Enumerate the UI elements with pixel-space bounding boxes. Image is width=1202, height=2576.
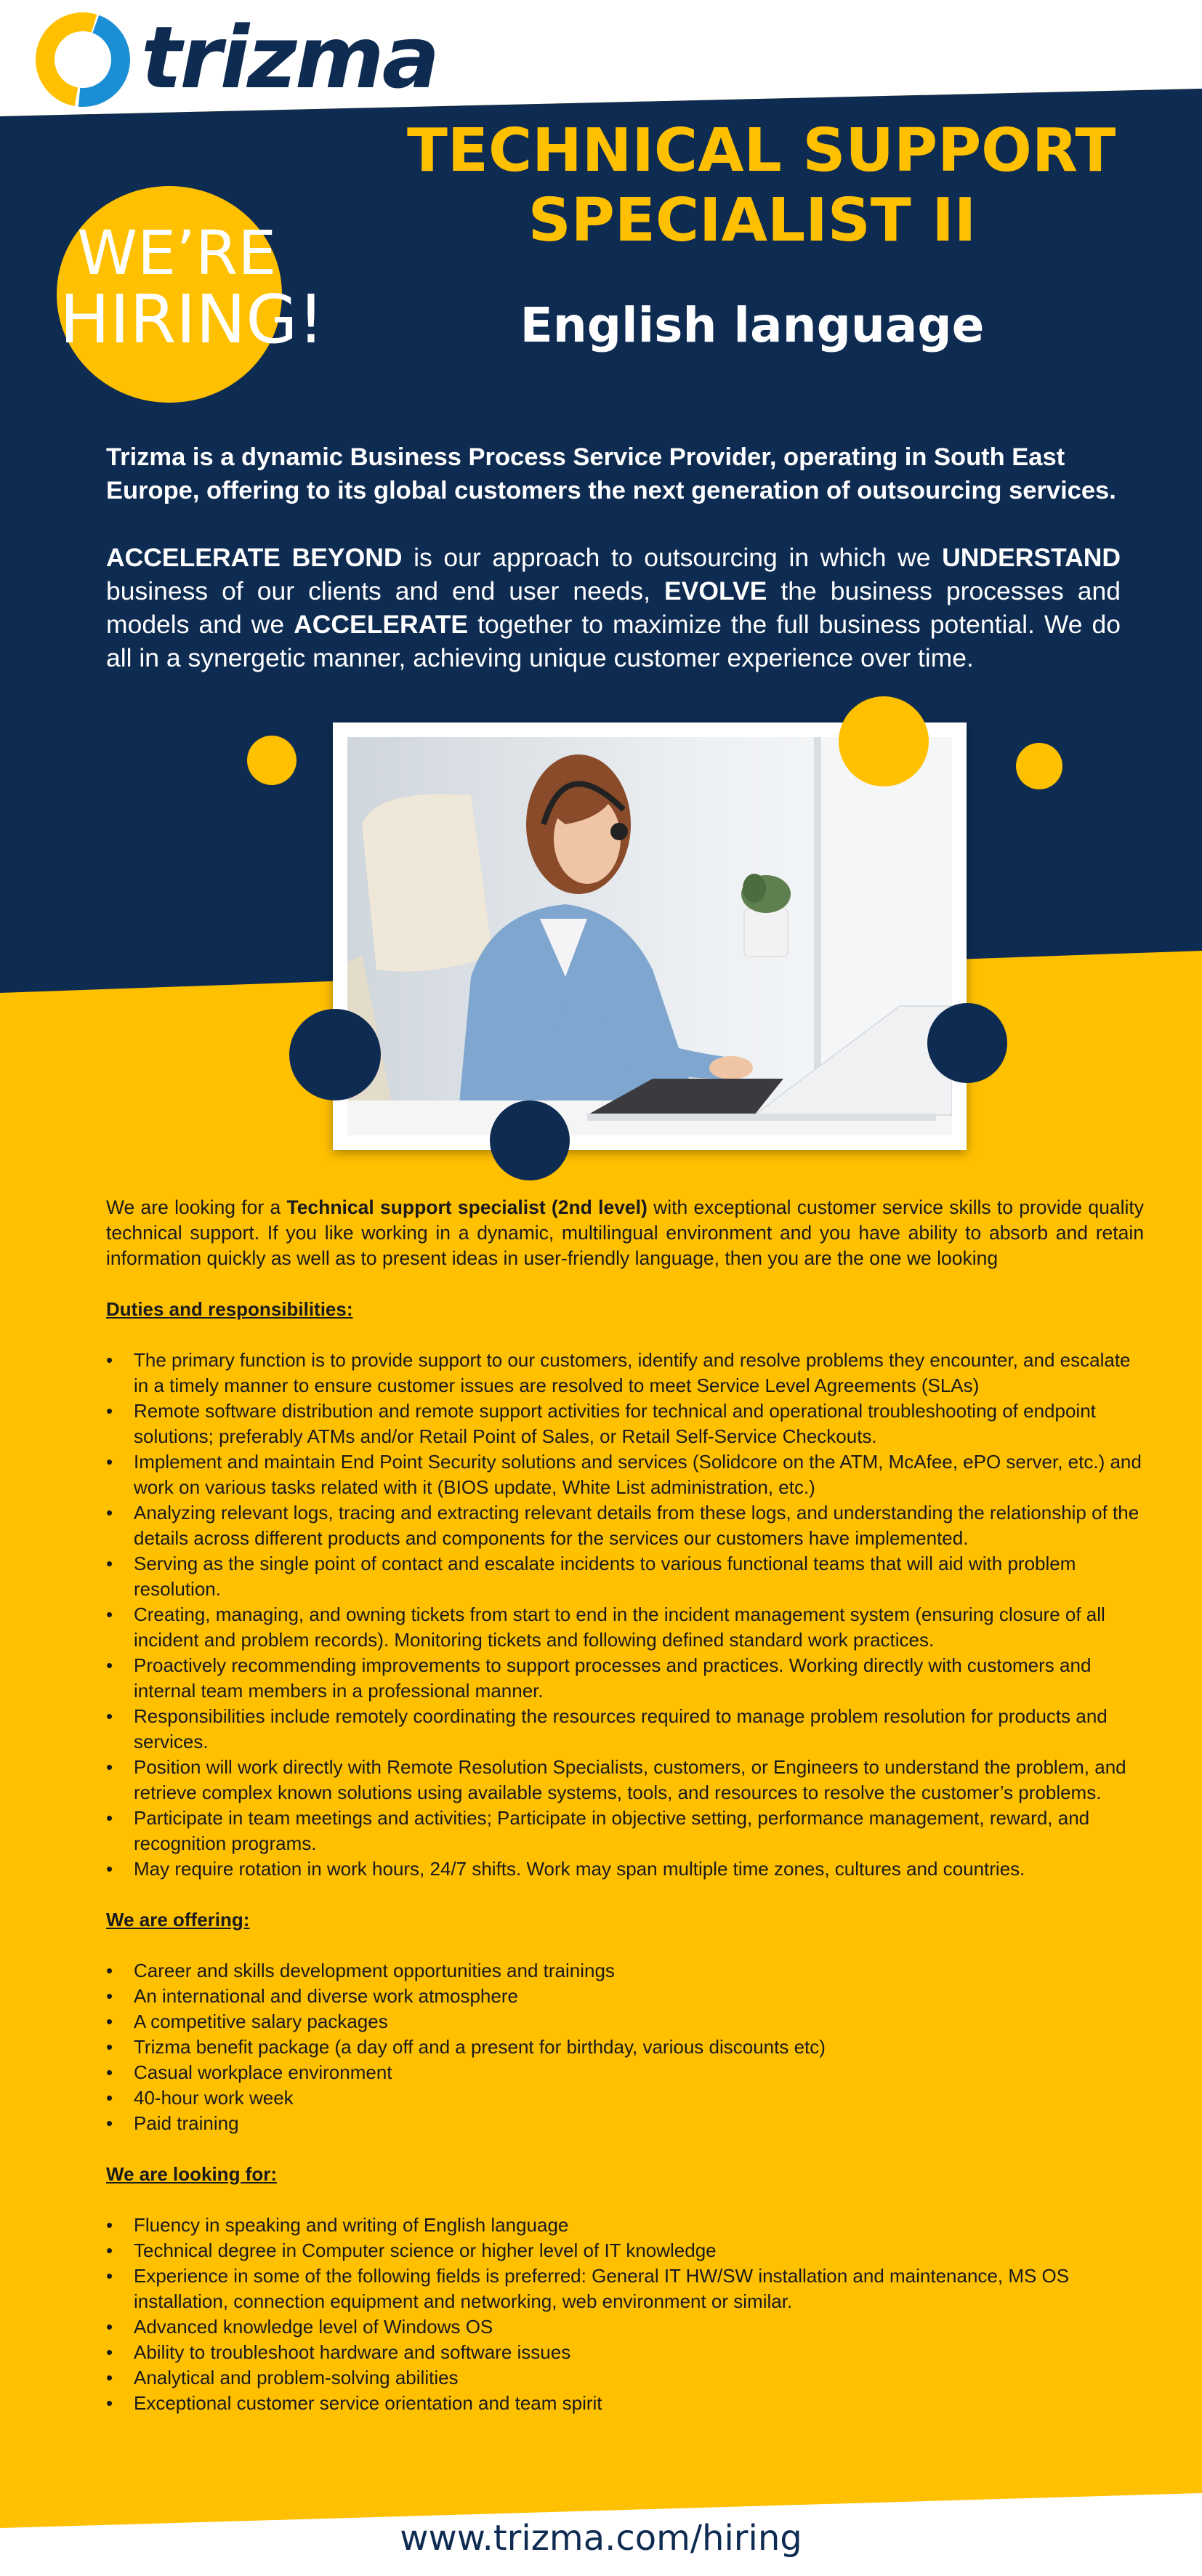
- requirement-item: • Technical degree in Computer science or higher level of IT knowledge: [106, 2238, 1144, 2263]
- intro-text-4: together to maximize the full business potential. We do all in a synergetic manner, achieving unique customer experience over time.: [106, 610, 1121, 672]
- lead-text-2: with exceptional customer service skills to provide quality technical support. If you like working in a dynamic, multilingual environment and you have ability to absorb and retain information quickly as well as to present ideas in user-friendly language, then you are the one we looking: [106, 1196, 1144, 1269]
- requirement-item: • Exceptional customer service orientation and team spirit: [106, 2391, 1144, 2416]
- hiring-badge-line2: HIRING!: [60, 281, 325, 358]
- intro-paragraph-1: Trizma is a dynamic Business Process Service Provider, operating in South East Europe, offering to its global customers the next generation of outsourcing services.: [106, 443, 1116, 504]
- requirements-heading: We are looking for:: [106, 2163, 277, 2185]
- lead-bold-role: Technical support specialist (2nd level): [286, 1196, 648, 1218]
- decorative-yellow-dot-left: [247, 736, 297, 785]
- job-title-line1: TECHNICAL SUPPORT: [407, 116, 1116, 185]
- company-intro: [106, 440, 1121, 675]
- intro-bold-accelerate: ACCELERATE: [294, 610, 469, 639]
- intro-bold-understand: UNDERSTAND: [942, 543, 1121, 572]
- job-description: [106, 1195, 1144, 2416]
- offering-item: • Casual workplace environment: [106, 2060, 1144, 2085]
- duty-item: • Responsibilities include remotely coordinating the resources required to manage problem resolution for products and services.: [106, 1704, 1144, 1755]
- decorative-navy-dot-right: [927, 1003, 1007, 1083]
- decorative-yellow-dot-top: [839, 696, 929, 786]
- duties-list: [106, 1348, 1144, 1882]
- offering-item: • 40-hour work week: [106, 2085, 1144, 2111]
- requirement-item: • Experience in some of the following fields is preferred: General IT HW/SW installation and maintenance, MS OS installation, connection equipment and networking, web environment or similar.: [106, 2263, 1144, 2314]
- duty-item: • Proactively recommending improvements to support processes and practices. Working directly with customers and internal team members in a professional manner.: [106, 1653, 1144, 1704]
- offering-item: • A competitive salary packages: [106, 2009, 1144, 2034]
- hiring-badge: [57, 186, 325, 403]
- offering-list: [106, 1958, 1144, 2136]
- duty-item: • Participate in team meetings and activities; Participate in objective setting, performance management, reward, and recognition programs.: [106, 1806, 1144, 1856]
- requirements-list: [106, 2213, 1144, 2416]
- office-scene-illustration: [347, 737, 952, 1135]
- intro-text-1: is our approach to outsourcing in which we: [402, 543, 943, 572]
- duty-item: • Position will work directly with Remote Resolution Specialists, customers, or Engineers to understand the problem, and retrieve complex known solutions using available systems, tools, and resources to resolve the customer’s problems.: [106, 1755, 1144, 1806]
- job-title: [407, 116, 1116, 256]
- duty-item: • Remote software distribution and remote support activities for technical and operational troubleshooting of endpoint solutions; preferably ATMs and/or Retail Point of Sales, or Retail Self-Service Checkouts.: [106, 1398, 1144, 1449]
- offering-item: • Paid training: [106, 2111, 1144, 2136]
- trizma-swirl-logo-icon: [32, 9, 134, 110]
- duty-item: • Analyzing relevant logs, tracing and extracting relevant details from these logs, and understanding the relationship of the details across different products and components for the services our customers have implemented.: [106, 1500, 1144, 1551]
- decorative-yellow-dot-right: [1016, 743, 1062, 789]
- intro-bold-accelerate-beyond: ACCELERATE BEYOND: [106, 543, 403, 572]
- requirement-item: • Analytical and problem-solving abilities: [106, 2365, 1144, 2391]
- duty-item: • Serving as the single point of contact and escalate incidents to various functional teams that will aid with problem resolution.: [106, 1551, 1144, 1602]
- duty-item: • Creating, managing, and owning tickets from start to end in the incident management system (ensuring closure of all incident and problem records). Monitoring tickets and following defined standard work practices.: [106, 1602, 1144, 1653]
- offering-item: • An international and diverse work atmosphere: [106, 1984, 1144, 2009]
- trizma-logo[interactable]: [32, 7, 438, 110]
- job-language: English language: [520, 297, 985, 353]
- duty-item: • May require rotation in work hours, 24/7 shifts. Work may span multiple time zones, cultures and countries.: [106, 1856, 1144, 1882]
- duty-item: • Implement and maintain End Point Security solutions and services (Solidcore on the ATM, McAfee, ePO server, etc.) and work on various tasks related with it (BIOS update, White List administration, etc.): [106, 1449, 1144, 1500]
- job-title-line2: SPECIALIST II: [528, 186, 977, 255]
- duties-heading: Duties and responsibilities:: [106, 1298, 353, 1320]
- duty-item: • The primary function is to provide support to our customers, identify and resolve problems they encounter, and escalate in a timely manner to ensure customer issues are resolved to meet Service Level Agreements (SLAs): [106, 1348, 1144, 1398]
- requirement-item: • Ability to troubleshoot hardware and software issues: [106, 2340, 1144, 2365]
- photo-frame: [333, 723, 967, 1150]
- intro-text-3: the business processes and models and we: [106, 576, 1121, 639]
- hiring-url-link[interactable]: www.trizma.com/hiring: [400, 2518, 802, 2559]
- intro-bold-evolve: EVOLVE: [663, 576, 767, 605]
- decorative-navy-dot-bottom: [490, 1100, 570, 1180]
- intro-paragraph-2: [106, 541, 1121, 675]
- logo-wordmark: trizma: [141, 7, 438, 108]
- decorative-navy-dot-left: [289, 1009, 381, 1100]
- hiring-badge-line1: WE’RE: [77, 217, 277, 289]
- offering-item: • Career and skills development opportunities and trainings: [106, 1958, 1144, 1984]
- requirement-item: • Advanced knowledge level of Windows OS: [106, 2314, 1144, 2340]
- offering-heading: We are offering:: [106, 1909, 250, 1931]
- requirement-item: • Fluency in speaking and writing of English language: [106, 2213, 1144, 2238]
- intro-text-2: business of our clients and end user needs,: [106, 576, 664, 605]
- offering-item: • Trizma benefit package (a day off and a present for birthday, various discounts etc): [106, 2034, 1144, 2060]
- woman-with-headset-photo: [347, 737, 952, 1135]
- lead-paragraph: [106, 1195, 1144, 1271]
- lead-text-1: We are looking for a: [106, 1196, 287, 1218]
